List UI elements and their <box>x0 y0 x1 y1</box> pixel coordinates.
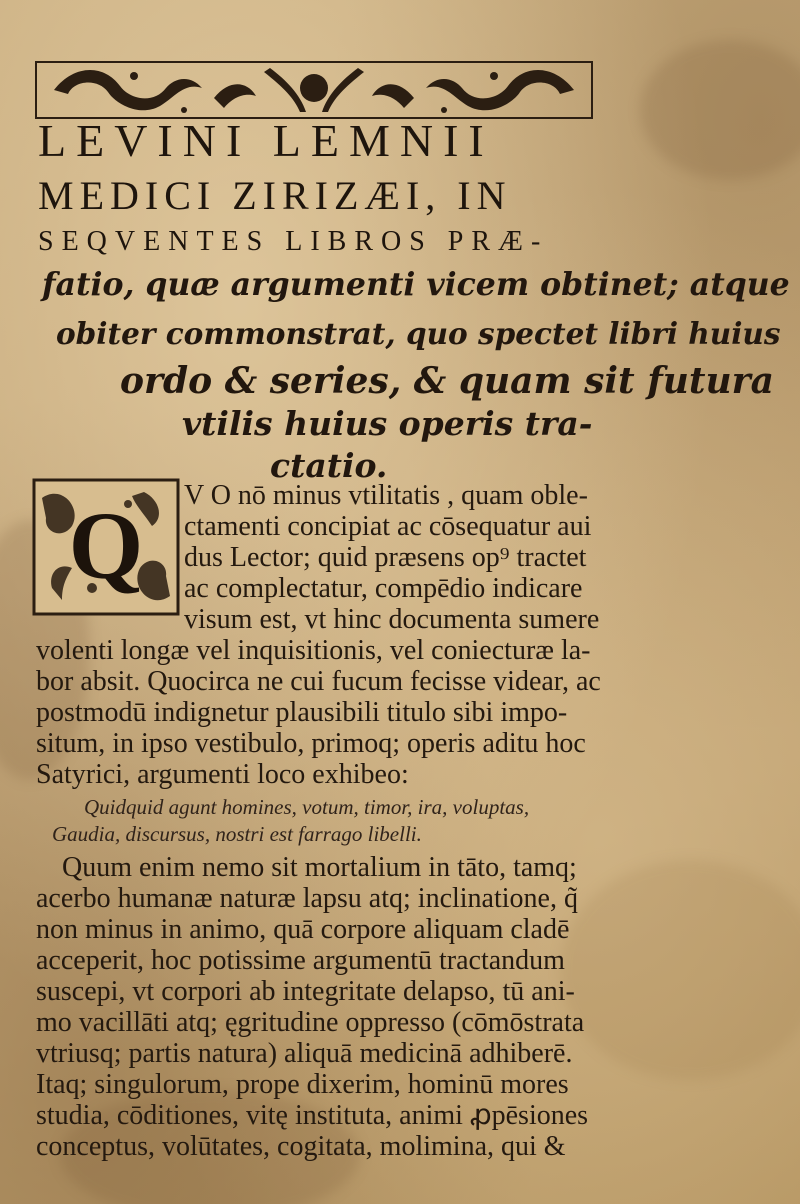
text-line: studia, cōditiones, vitę instituta, animi ꝓpēsiones <box>36 1100 589 1131</box>
heading-line-3: SEQVENTES LIBROS PRÆ- <box>38 226 549 257</box>
decorated-initial <box>32 478 180 616</box>
text-line: conceptus, volūtates, cogitata, molimina, qui & <box>36 1131 566 1162</box>
text-line: acceperit, hoc potissime argumentū tractandum <box>36 945 565 976</box>
text-line: V O nō minus vtilitatis , quam oble- <box>184 480 588 511</box>
text-line: vtriusq; partis natura) aliquā medicinā adhiberē. <box>36 1038 573 1069</box>
paper-stain <box>640 40 800 180</box>
heading-line-1: LEVINI LEMNII <box>38 115 494 166</box>
text-line: ac complectatur, compēdio indicare <box>184 573 583 604</box>
initial-letter: Q <box>68 492 144 599</box>
subtitle-line-5: ctatio. <box>270 446 388 485</box>
ornamental-headpiece <box>34 58 594 122</box>
text-line: situm, in ipso vestibulo, primoq; operis aditu hoc <box>36 728 586 759</box>
text-line: Itaq; singulorum, prope dixerim, hominū mores <box>36 1069 569 1100</box>
text-line: non minus in animo, quā corpore aliquam cladē <box>36 914 570 945</box>
subtitle-line-1: fatio, quæ argumenti vicem obtinet; atque <box>42 266 790 303</box>
text-line: volenti longæ vel inquisitionis, vel coniecturæ la- <box>36 635 591 666</box>
subtitle-line-3: ordo & series, & quam sit futura <box>120 360 774 402</box>
text-line: dus Lector; quid præsens op⁹ tractet <box>184 542 587 573</box>
paper-stain <box>560 860 800 1080</box>
text-line: mo vacillāti atq; ęgritudine oppresso (cōmōstrata <box>36 1007 585 1038</box>
text-line: suscepi, vt corpori ab integritate delapso, tū ani- <box>36 976 575 1007</box>
heading-line-2: MEDICI ZIRIZÆI, IN <box>38 173 512 218</box>
verse-line: Quidquid agunt homines, votum, timor, ira, voluptas, <box>84 795 530 819</box>
text-line: Satyrici, argumenti loco exhibeo: <box>36 759 409 790</box>
subtitle-line-2: obiter commonstrat, quo spectet libri huius <box>56 316 781 351</box>
text-line: ctamenti concipiat ac cōsequatur aui <box>184 511 592 542</box>
text-line: postmodū indignetur plausibili titulo sibi impo- <box>36 697 568 728</box>
subtitle-line-4: vtilis huius operis tra- <box>182 404 593 443</box>
verse-line: Gaudia, discursus, nostri est farrago libelli. <box>52 822 422 846</box>
text-line: bor absit. Quocirca ne cui fucum fecisse videar, ac <box>36 666 601 697</box>
text-line: Quum enim nemo sit mortalium in tāto, tamq; <box>62 852 577 883</box>
text-line: visum est, vt hinc documenta sumere <box>184 604 600 635</box>
text-line: acerbo humanæ naturæ lapsu atq; inclinatione, q̃ <box>36 883 578 914</box>
